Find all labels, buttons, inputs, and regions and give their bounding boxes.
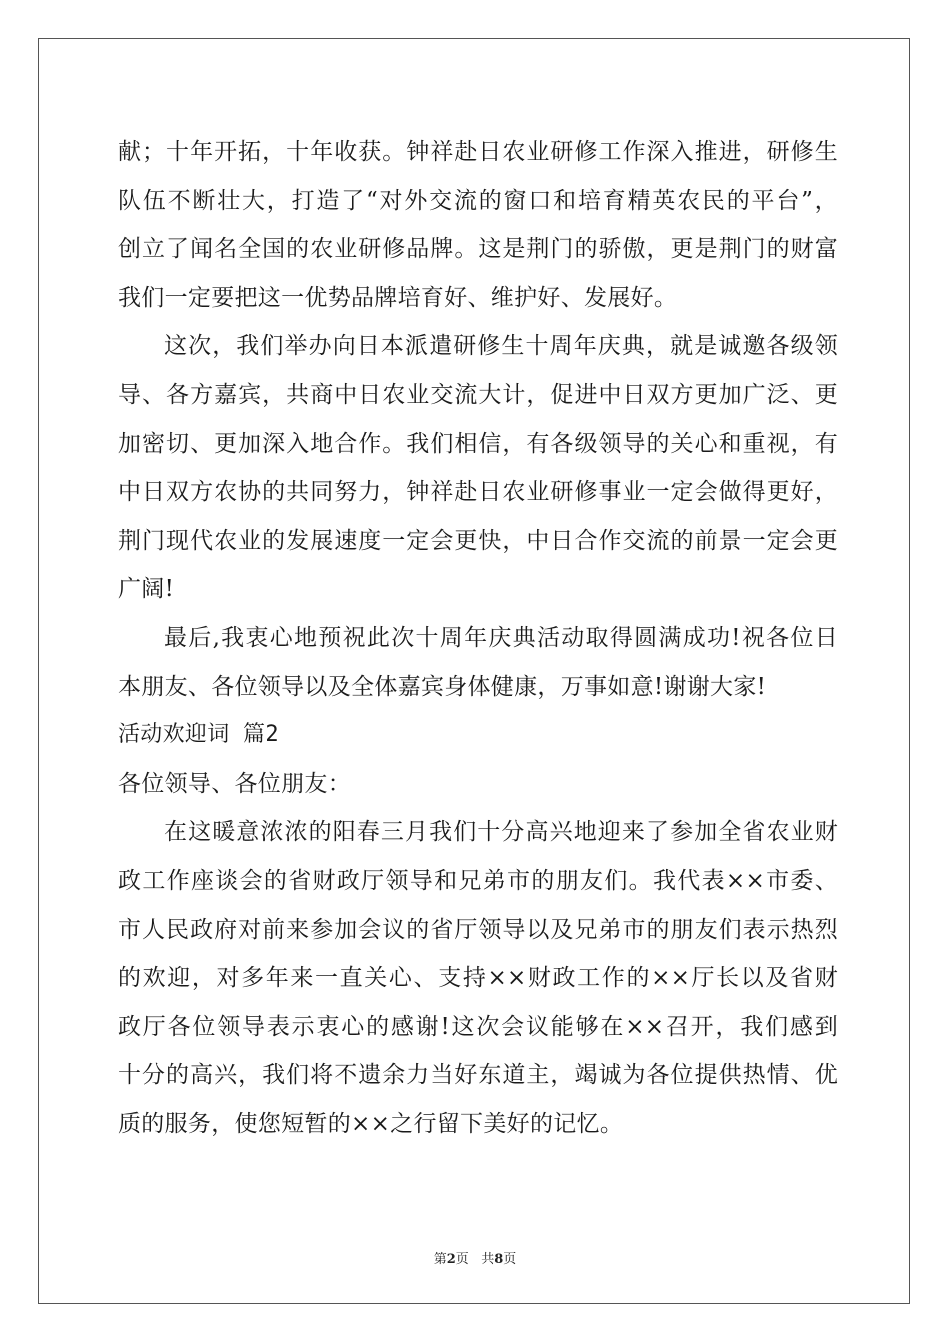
text-line: 中日双方农协的共同努力，钟祥赴日农业研修事业一定会做得更好， <box>118 479 838 506</box>
text-line: 本朋友、各位领导以及全体嘉宾身体健康，万事如意!谢谢大家! <box>118 673 767 700</box>
text-line: 献；十年开拓，十年收获。钟祥赴日农业研修工作深入推进，研修生 <box>118 139 838 165</box>
text-line: 政厅各位领导表示衷心的感谢!这次会议能够在××召开，我们感到 <box>118 1013 838 1040</box>
salutation: 各位领导、各位朋友： <box>118 770 351 797</box>
text-line: 广阔! <box>118 576 175 603</box>
paragraph-first-line: 在这暖意浓浓的阳春三月我们十分高兴地迎来了参加全省农业财 <box>164 819 838 846</box>
text-line: 创立了闻名全国的农业研修品牌。这是荆门的骄傲，更是荆门的财富 <box>118 236 838 263</box>
text-line: 荆门现代农业的发展速度一定会更快，中日合作交流的前景一定会更 <box>118 527 838 554</box>
text-line: 市人民政府对前来参加会议的省厅领导以及兄弟市的朋友们表示热烈 <box>118 916 838 943</box>
text-line: 的欢迎，对多年来一直关心、支持××财政工作的××厅长以及省财 <box>118 965 838 992</box>
text-line: 导、各方嘉宾，共商中日农业交流大计，促进中日双方更加广泛、更 <box>118 381 838 408</box>
total-pages: 8 <box>494 1252 504 1267</box>
paragraph-first-line: 最后,我衷心地预祝此次十周年庆典活动取得圆满成功!祝各位日 <box>164 624 838 651</box>
total-prefix: 共 <box>481 1252 495 1267</box>
text-line: 质的服务，使您短暂的××之行留下美好的记忆。 <box>118 1110 624 1137</box>
page-number: 2 <box>446 1252 456 1267</box>
page-suffix: 页 <box>455 1252 469 1267</box>
text-line: 队伍不断壮大，打造了“对外交流的窗口和培育精英农民的平台”， <box>118 187 838 214</box>
page-footer <box>0 1248 950 1267</box>
document-body <box>118 128 838 1148</box>
text-line: 加密切、更加深入地合作。我们相信，有各级领导的关心和重视，有 <box>118 430 838 457</box>
text-line: 我们一定要把这一优势品牌培育好、维护好、发展好。 <box>118 284 678 311</box>
total-suffix: 页 <box>503 1252 517 1267</box>
text-line: 十分的高兴，我们将不遗余力当好东道主，竭诚为各位提供热情、优 <box>118 1062 838 1089</box>
text-line: 政工作座谈会的省财政厅领导和兄弟市的朋友们。我代表××市委、 <box>118 867 838 894</box>
page-prefix: 第 <box>433 1252 447 1267</box>
section-heading: 活动欢迎词 篇2 <box>118 722 279 748</box>
paragraph-first-line: 这次，我们举办向日本派遣研修生十周年庆典，就是诚邀各级领 <box>164 333 838 360</box>
